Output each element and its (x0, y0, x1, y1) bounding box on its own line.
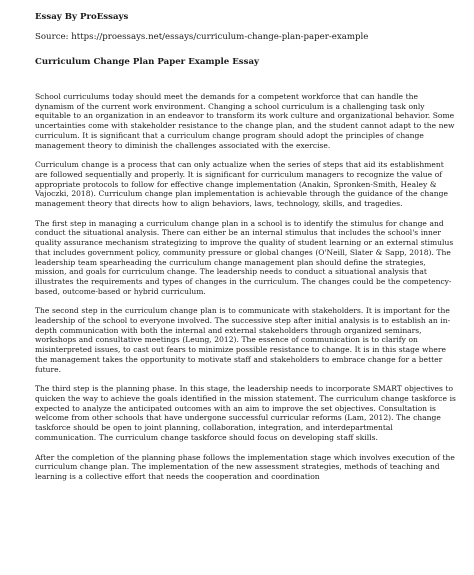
paragraph: The second step in the curriculum change plan is to communicate with stakeholders. It is important for the leadership of the school to everyone involved. The successive step after initial analysis is to establish an in-depth communication with both the internal and external stakeholders through organized seminars, workshops and consultative meetings (Leung, 2012). The essence of communication is to clarify on misinterpreted issues, to cast out fears to minimize possible resistance to change. It is in this stage where the management takes the opportunity to motivate staff and stakeholders to embrace change for a better future. (35, 306, 451, 374)
paragraph: The third step is the planning phase. In this stage, the leadership needs to incorporate SMART objectives to quicken the way to achieve the goals identified in the mission statement. The curriculum change taskforce is expected to analyze the anticipated outcomes with an aim to improve the set objectives. Consultation is welcome from other schools that have undergone successful curricular reforms (Lam, 2012). The change taskforce should be open to joint planning, collaboration, integration, and interdepartmental communication. The curriculum change taskforce should focus on developing staff skills. (35, 384, 456, 442)
brand-header: Essay By ProEssays (35, 12, 129, 22)
paragraph: Curriculum change is a process that can only actualize when the series of steps that aid its establishment are followed sequentially and properly. It is significant for curriculum managers to recognize the value of appropriate protocols to follow for effective change implementation (Anakin, Spronken-Smith, Healey & Vajoczki, 2018). Curriculum change plan implementation is achievable through the guidance of the change management theory that directs how to align behaviors, laws, technology, skills, and tragedies. (35, 160, 448, 209)
essay-body (35, 92, 456, 482)
paragraph: The first step in managing a curriculum change plan in a school is to identify the stimulus for change and conduct the situational analysis. There can either be an internal stimulus that includes the school's inner quality assurance mechanism strategizing to improve the quality of student learning or an external stimulus that includes government policy, community pressure or global changes (O'Neill, Slater & Sapp, 2018). The leadership team spearheading the curriculum change management plan should define the strategies, mission, and goals for curriculum change. The leadership needs to conduct a situational analysis that illustrates the requirements and types of changes in the curriculum. The changes could be the competency-based, outcome-based or hybrid curriculum. (35, 218, 454, 296)
paragraph: School curriculums today should meet the demands for a competent workforce that can handle the dynamism of the current work environment. Changing a school curriculum is a challenging task only equitable to an organization in an endeavor to transform its work culture and organizational behavior. Some uncertainties come with stakeholder resistance to the change plan, and the student cannot adapt to the new curriculum. It is significant that a curriculum change program should adopt the principles of change management theory to diminish the challenges associated with the exercise. (35, 92, 455, 150)
paragraph: After the completion of the planning phase follows the implementation stage which involves execution of the curriculum change plan. The implementation of the new assessment strategies, methods of teaching and learning is a collective effort that needs the cooperation and coordination (35, 452, 455, 481)
source-line: Source: https://proessays.net/essays/curriculum-change-plan-paper-example (35, 32, 369, 42)
essay-title: Curriculum Change Plan Paper Example Essay (35, 57, 260, 67)
